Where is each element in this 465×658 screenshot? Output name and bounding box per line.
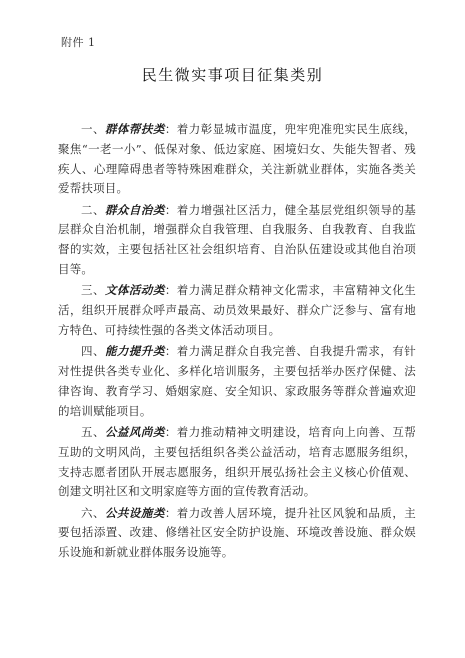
attachment-label: 附件 1 <box>61 36 96 49</box>
section-text: ：着力满足群众自我完善、自我提升需求，有针对性提供各类专业化、多样化培训服务，主要包括举办医疗保健、法律咨询、教育学习、婚姻家庭、安全知识、家政服务等群众普遍欢迎的培训赋能项目。 <box>58 344 417 418</box>
document-title: 民生微实事项目征集类别 <box>141 66 324 84</box>
section-paragraph-2 <box>58 201 416 280</box>
section-heading: 能力提升类 <box>104 344 165 359</box>
section-paragraph-1 <box>58 120 416 199</box>
section-text: ：着力改善人居环境，提升社区风貌和品质，主要包括添置、改建、修缮社区安全防护设施、环境改善设施、群众娱乐设施和新就业群体服务设施等。 <box>58 505 417 560</box>
section-number: 三、 <box>81 283 105 298</box>
section-number: 一、 <box>81 122 105 136</box>
section-text: ：着力满足群众精神文化需求，丰富精神文化生活，组织开展群众呼声最高、动员效果最好、群众广泛参与、富有地方特色、可持续性强的各类文体活动项目。 <box>58 283 417 337</box>
section-heading: 文体活动类 <box>104 283 165 298</box>
section-paragraph-5 <box>58 423 416 502</box>
section-number: 五、 <box>81 424 105 439</box>
section-heading: 公共设施类 <box>104 505 165 520</box>
section-number: 四、 <box>81 344 105 359</box>
section-heading: 群众自治类 <box>104 202 165 217</box>
section-text: ：着力推动精神文明建设，培育向上向善、互帮互助的文明风尚，主要包括组织各类公益活动，培育志愿服务组织，支持志愿者团队开展志愿服务，组织开展弘扬社会主义核心价值观、创建文明社区和文明家庭等方面的宣传教育活动。 <box>58 424 417 499</box>
section-paragraph-6 <box>58 504 416 563</box>
section-text: ：着力增强社区活力，健全基层党组织领导的基层群众自治机制，增强群众自我管理、自我服务、自我教育、自我监督的实效，主要包括社区社会组织培育、自治队伍建设或其他自治项目等。 <box>58 202 417 277</box>
document-body <box>58 120 416 563</box>
section-number: 二、 <box>81 202 105 217</box>
section-text: ：着力彰显城市温度，兜牢兜准兜实民生底线，聚焦“一老一小”、低保对象、低边家庭、困境妇女、失能失智者、残疾人、心理障碍患者等特殊困难群众，关注新就业群体，实施各类关爱帮扶项目。 <box>58 122 417 196</box>
section-paragraph-4 <box>58 342 416 421</box>
section-number: 六、 <box>81 505 105 520</box>
section-paragraph-3 <box>58 281 416 340</box>
section-heading: 群体帮扶类 <box>104 122 165 136</box>
section-heading: 公益风尚类 <box>104 424 165 439</box>
